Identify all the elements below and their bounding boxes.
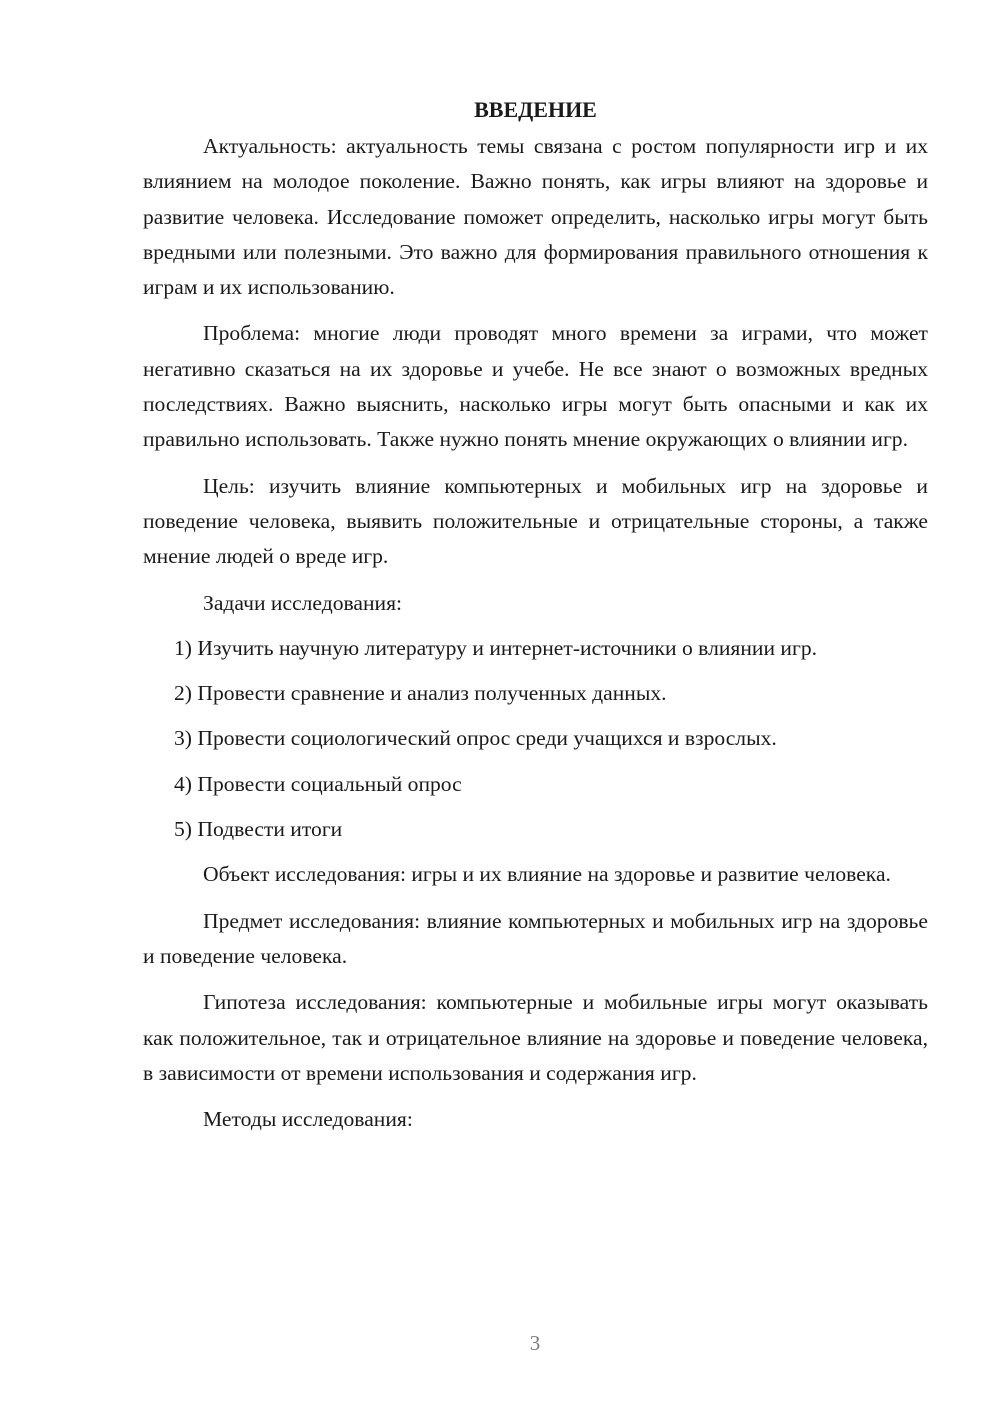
paragraph-hypothesis: Гипотеза исследования: компьютерные и мобильные игры могут оказывать как положительное, так и отрицательное влияние на здоровье и поведение человека, в зависимости от времени использования и содержания игр.: [143, 990, 928, 1085]
tasks-heading: Задачи исследования:: [203, 590, 403, 615]
paragraph-object: Объект исследования: игры и их влияние на здоровье и развитие человека.: [203, 862, 891, 887]
list-item: 1) Изучить научную литературу и интернет-источники о влиянии игр.: [174, 635, 818, 660]
paragraph-subject: Предмет исследования: влияние компьютерных и мобильных игр на здоровье и поведение человека.: [143, 908, 928, 968]
list-item: 3) Провести социологический опрос среди учащихся и взрослых.: [174, 726, 777, 751]
page-title: ВВЕДЕНИЕ: [474, 97, 597, 122]
paragraph-goal: Цель: изучить влияние компьютерных и мобильных игр на здоровье и поведение человека, выявить положительные и отрицательные стороны, а также мнение людей о вреде игр.: [143, 473, 928, 569]
paragraph-problem: Проблема: многие люди проводят много времени за играми, что может негативно сказаться на их здоровье и учебе. Не все знают о возможных вредных последствиях. Важно выяснить, насколько игры могут быть опасными и как их правильно использовать. Также нужно понять мнение окружающих о влиянии игр.: [143, 321, 928, 452]
methods-heading: Методы исследования:: [203, 1107, 413, 1132]
paragraph-actuality: Актуальность: актуальность темы связана с ростом популярности игр и их влиянием на молодое поколение. Важно понять, как игры влияют на здоровье и развитие человека. Исследование поможет определить, насколько игры могут быть вредными или полезными. Это важно для формирования правильного отношения к играм и их использованию.: [143, 134, 928, 300]
tasks-list: [143, 631, 928, 847]
document-page: [143, 92, 928, 1137]
list-item: 5) Подвести итоги: [174, 817, 343, 842]
page-number: 3: [529, 1331, 541, 1355]
list-item: 4) Провести социальный опрос: [174, 771, 462, 796]
list-item: 2) Провести сравнение и анализ полученных данных.: [174, 681, 667, 706]
